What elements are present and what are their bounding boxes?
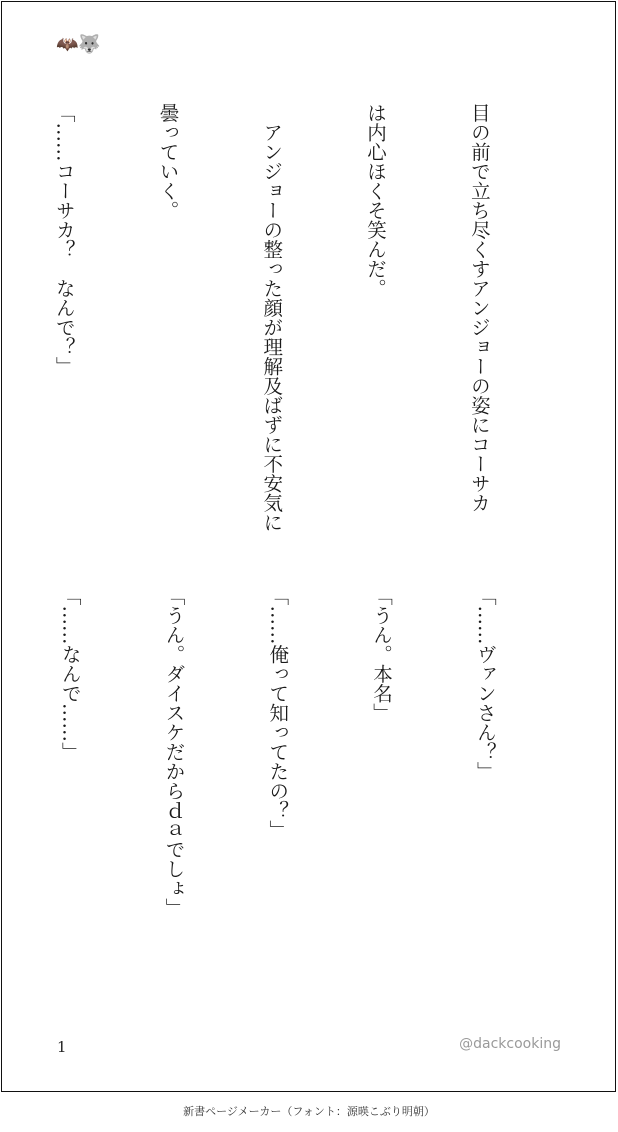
text-column: 「……ヴァンさん？」 [473,586,497,781]
page-number: 1 [57,1038,67,1056]
text-column: は内心ほくそ笑んだ。 [364,103,388,298]
generator-credit: 新書ページメーカー（フォント：源暎こぶり明朝） [183,1105,435,1118]
text-column: 「うん。本名」 [370,586,394,723]
text-block-top [0,103,565,533]
text-block-bottom [0,586,571,1006]
page-frame [1,1,616,1092]
text-column: 「……コーサカ？ なんで？」 [52,103,76,376]
text-column: 曇っていく。 [156,103,180,220]
text-column: 「……なんで……」 [58,586,82,762]
text-column: 「……俺って知ってたの？」 [266,586,290,840]
text-column: 「うん。ダイスケだからｄａでしょ」 [162,586,186,918]
text-column: 目の前で立ち尽くすアンジョーの姿にコーサカ [467,103,491,513]
bat-wolf-emoji-icon: 🦇🐺 [56,34,101,55]
text-column: アンジョーの整った顔が理解及ばずに不安気に [260,103,284,532]
author-handle-watermark: @dackcooking [459,1036,561,1052]
